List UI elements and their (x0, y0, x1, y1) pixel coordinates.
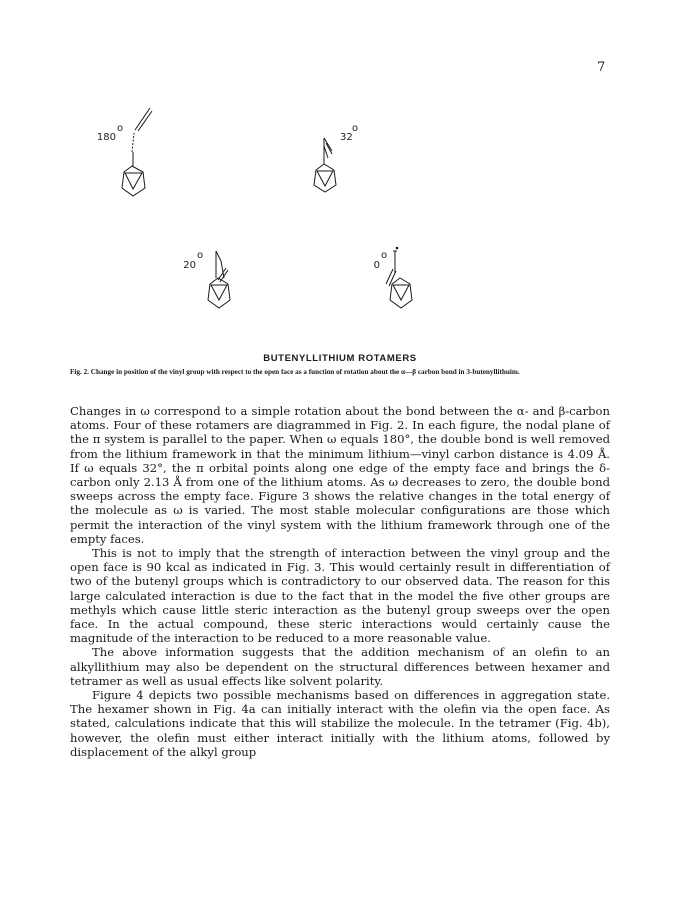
figure-2 (90, 88, 590, 350)
paragraph: This is not to imply that the strength of interaction between the vinyl group and the open face is 90 kcal as indicated in Fig. 3. This would certainly result in differentiation of two of the butenyl groups which is contradictory to our observed data. The reason for this large calculated interaction is due to the fact that in the model the five other groups are methyls which cause little steric interaction as the butenyl group sweeps over the open face. In the actual compound, these steric interactions would certainly cause the magnitude of the interaction to be reduced to a more reasonable value. (70, 546, 610, 646)
paragraph: Figure 4 depicts two possible mechanisms based on differences in aggregation state. The hexamer shown in Fig. 4a can initially interact with the olefin via the open face. As stated, calculations indicate that this will stabilize the molecule. In the tetramer (Fig. 4b), however, the olefin must either interact initially with the lithium atoms, followed by displacement of the alkyl group (70, 688, 610, 759)
degree-mark-32: o (352, 123, 359, 134)
angle-label-0: 0 (373, 260, 380, 271)
figure-caption: Fig. 2. Change in position of the vinyl group with respect to the open face as a function of rotation about the α—β carbon bond in 3-butenyllithuim. (70, 368, 520, 376)
degree-mark-20: o (197, 250, 204, 261)
degree-mark-180: o (117, 123, 124, 134)
degree-mark-0: o (381, 250, 388, 261)
paragraph: The above information suggests that the addition mechanism of an olefin to an alkyllithium may also be dependent on the structural differences between hexamer and tetramer as well as usual effects like solvent polarity. (70, 645, 610, 688)
rotamer-0-structure (386, 247, 412, 308)
angle-label-32: 32 (340, 132, 353, 143)
figure-title: BUTENYLLITHIUM ROTAMERS (263, 353, 417, 364)
page-number: 7 (597, 60, 606, 75)
body-text (70, 404, 610, 759)
paragraph: Changes in ω correspond to a simple rotation about the bond between the α- and β-carbon atoms. Four of these rotamers are diagrammed in Fig. 2. In each figure, the nodal plane of the π system is parallel to the paper. When ω equals 180°, the double bond is well removed from the lithium framework in that the minimum lithium—vinyl carbon distance is 4.09 Å. If ω equals 32°, the π orbital points along one edge of the empty face and brings the δ-carbon only 2.13 Å from one of the lithium atoms. As ω decreases to zero, the double bond sweeps across the empty face. Figure 3 shows the relative changes in the total energy of the molecule as ω is varied. The most stable molecular configurations are those which permit the interaction of the vinyl system with the lithium framework through one of the empty faces. (70, 404, 610, 546)
rotamer-180-structure (122, 108, 152, 196)
angle-label-180: 180 (96, 132, 116, 143)
rotamer-32-structure (314, 138, 336, 192)
rotamer-diagrams (90, 88, 590, 350)
rotamer-20-structure (208, 251, 230, 308)
angle-label-20: 20 (183, 260, 196, 271)
